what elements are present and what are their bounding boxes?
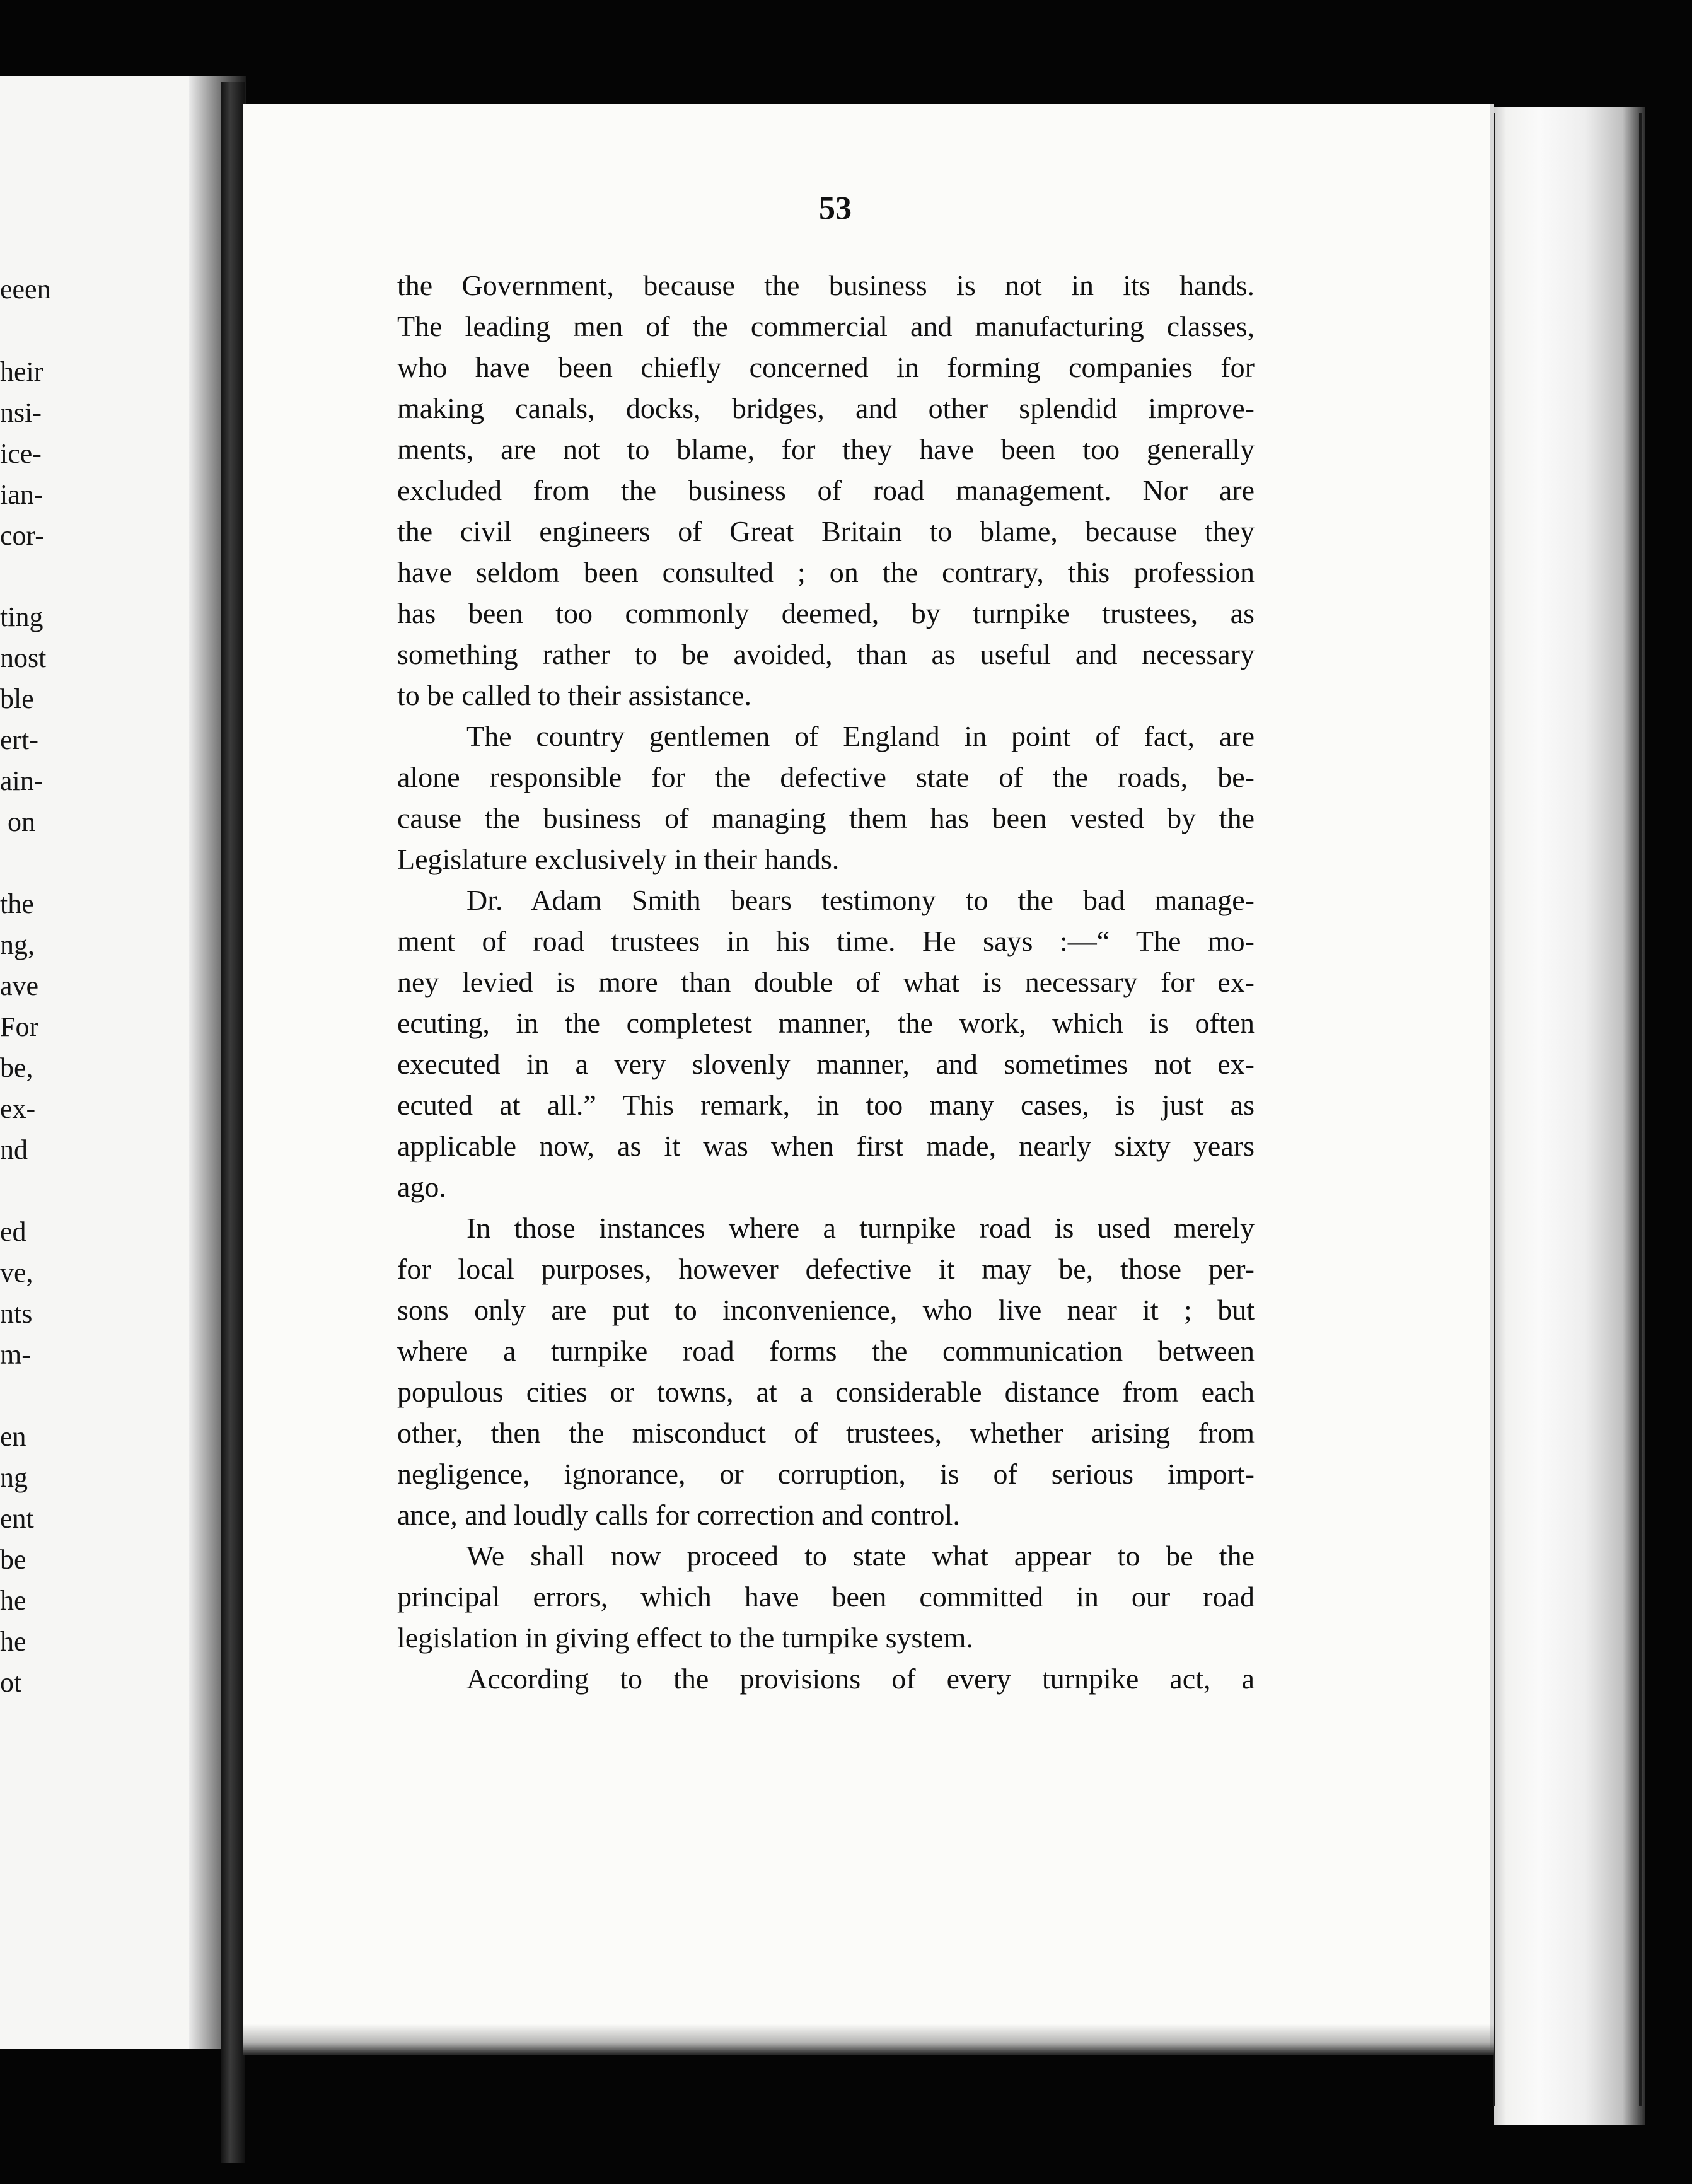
paragraph: [397, 1207, 1255, 1535]
text-line: ney levied is more than double of what is necessary for ex-: [397, 966, 1255, 998]
text-line: The leading men of the commercial and manufacturing classes,: [397, 310, 1255, 342]
text-line: other, then the misconduct of trustees, whether arising from: [397, 1417, 1255, 1449]
fragment-line: ex-: [0, 1093, 36, 1124]
paragraph: [397, 1535, 1255, 1658]
text-line: cause the business of managing them has been vested by the: [397, 802, 1255, 834]
text-line: has been too commonly deemed, by turnpike trustees, as: [397, 597, 1255, 629]
text-line: executed in a very slovenly manner, and sometimes not ex-: [397, 1048, 1255, 1080]
fragment-line: en: [0, 1421, 26, 1452]
fragment-line: ng,: [0, 929, 35, 960]
fragment-line: he: [0, 1585, 26, 1616]
text-line: ments, are not to blame, for they have been too generally: [397, 433, 1255, 465]
fragment-line: ian-: [0, 479, 43, 510]
text-line: the civil engineers of Great Britain to blame, because they: [397, 515, 1255, 547]
text-line: the Government, because the business is not in its hands.: [397, 269, 1255, 301]
text-line: ance, and loudly calls for correction and control.: [397, 1499, 960, 1531]
page-body-text: [397, 265, 1255, 1699]
fragment-line: ert-: [0, 724, 39, 755]
page-edge-line: [1639, 113, 1642, 2106]
text-line: In those instances where a turnpike road is used merely: [466, 1212, 1255, 1244]
fragment-line: ot: [0, 1667, 22, 1698]
text-line: excluded from the business of road management. Nor are: [397, 474, 1255, 506]
text-line: alone responsible for the defective state of the roads, be-: [397, 761, 1255, 793]
text-line: to be called to their assistance.: [397, 679, 752, 711]
text-line: applicable now, as it was when first made, nearly sixty years: [397, 1130, 1255, 1162]
text-line: something rather to be avoided, than as useful and necessary: [397, 638, 1255, 670]
fragment-line: on: [8, 806, 35, 837]
fragment-line: he: [0, 1626, 26, 1657]
page-bottom-shadow: [243, 2024, 1494, 2055]
fragment-line: cor-: [0, 520, 44, 551]
fragment-line: m-: [0, 1339, 31, 1370]
text-line: According to the provisions of every turnpike act, a: [466, 1663, 1255, 1695]
paragraph: [397, 1658, 1255, 1699]
fragment-line: ng: [0, 1462, 28, 1493]
text-line: where a turnpike road forms the communication between: [397, 1335, 1255, 1367]
fragment-line: For: [0, 1011, 39, 1042]
text-line: ecuting, in the completest manner, the work, which is often: [397, 1007, 1255, 1039]
fragment-line: ave: [0, 970, 39, 1001]
fragment-line: ble: [0, 683, 34, 714]
paragraph: [397, 880, 1255, 1207]
text-line: ment of road trustees in his time. He says :—“ The mo-: [397, 925, 1255, 957]
fragment-line: ain-: [0, 765, 43, 796]
text-line: legislation in giving effect to the turnpike system.: [397, 1622, 973, 1654]
fragment-line: ed: [0, 1216, 26, 1247]
paragraph: [397, 716, 1255, 880]
stacked-page-edges: [1494, 107, 1645, 2125]
fragment-line: nts: [0, 1298, 33, 1329]
book-spine: [221, 82, 245, 2163]
text-line: sons only are put to inconvenience, who live near it ; but: [397, 1294, 1255, 1326]
fragment-line: nsi-: [0, 397, 42, 428]
paragraph: [397, 265, 1255, 716]
page-number: 53: [819, 190, 852, 226]
fragment-line: heir: [0, 356, 43, 387]
text-line: negligence, ignorance, or corruption, is of serious import-: [397, 1458, 1255, 1490]
fragment-line: nd: [0, 1134, 28, 1165]
fragment-line: ent: [0, 1503, 34, 1534]
text-line: We shall now proceed to state what appear to be the: [466, 1540, 1255, 1572]
fragment-line: ice-: [0, 438, 42, 469]
fragment-line: nost: [0, 642, 47, 673]
text-line: have seldom been consulted ; on the contrary, this profession: [397, 556, 1255, 588]
text-line: Legislature exclusively in their hands.: [397, 843, 840, 875]
text-line: Dr. Adam Smith bears testimony to the bad manage-: [466, 884, 1255, 916]
text-line: populous cities or towns, at a considerable distance from each: [397, 1376, 1255, 1408]
fragment-line: be,: [0, 1052, 33, 1083]
fragment-line: ve,: [0, 1257, 33, 1288]
fragment-line: eeen: [0, 274, 51, 305]
text-line: ago.: [397, 1171, 446, 1203]
text-line: The country gentlemen of England in point of fact, are: [466, 720, 1255, 752]
fragment-line: ting: [0, 601, 43, 632]
fragment-line: be: [0, 1544, 26, 1575]
text-line: ecuted at all.” This remark, in too many cases, is just as: [397, 1089, 1255, 1121]
text-line: who have been chiefly concerned in forming companies for: [397, 351, 1255, 383]
fragment-line: the: [0, 888, 34, 919]
text-line: making canals, docks, bridges, and other splendid improve-: [397, 392, 1255, 424]
text-line: for local purposes, however defective it may be, those per-: [397, 1253, 1255, 1285]
text-line: principal errors, which have been committed in our road: [397, 1581, 1255, 1613]
